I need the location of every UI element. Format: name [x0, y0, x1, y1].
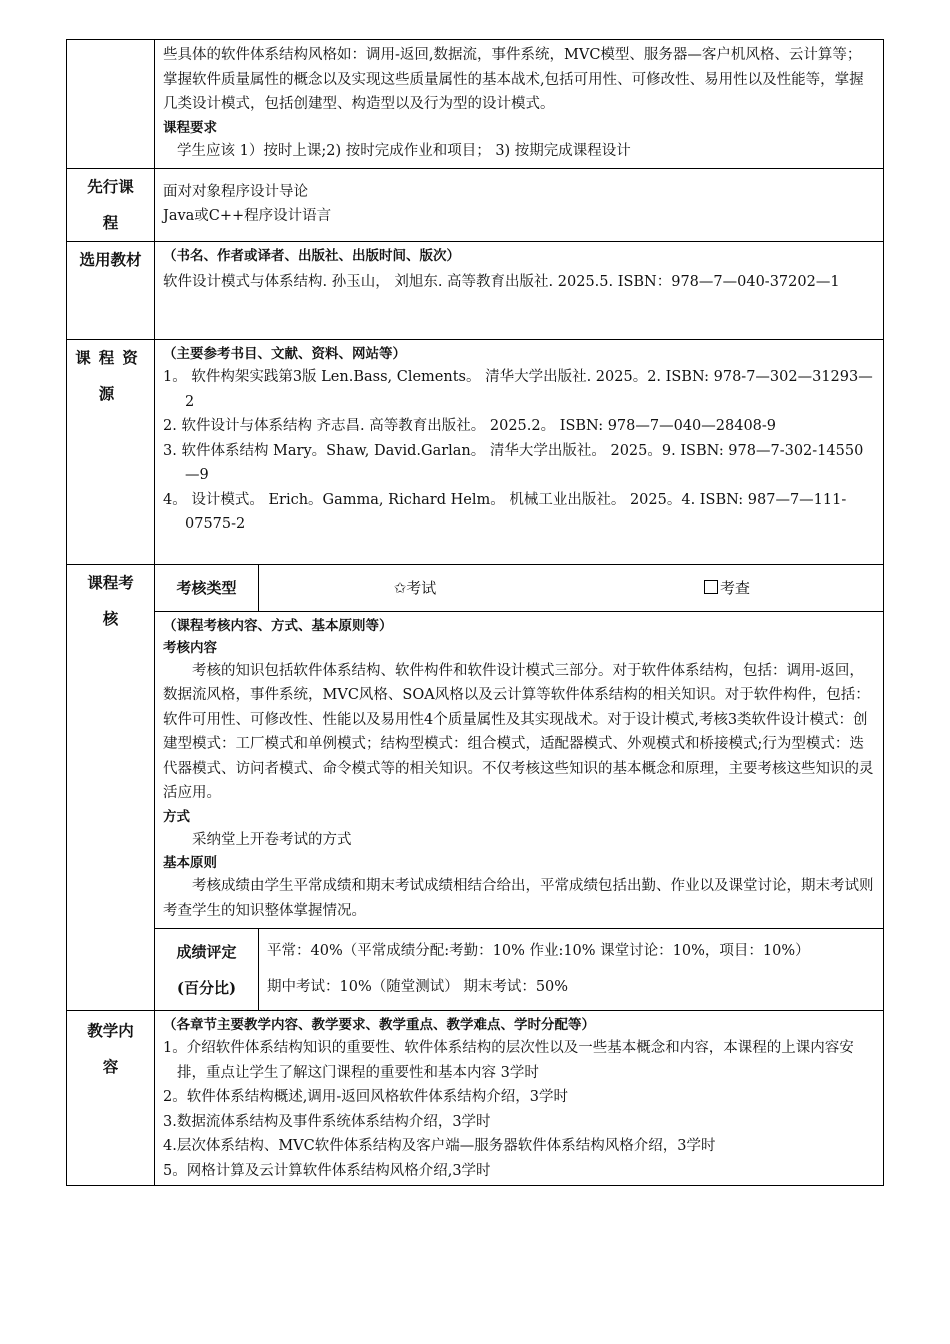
prerequisites-label: 先行课程 [67, 169, 155, 242]
resources-row [67, 340, 884, 565]
option-exam[interactable]: ✩考试 [393, 579, 437, 598]
teaching-item: 5。网格计算及云计算软件体系结构风格介绍,3学时 [163, 1162, 491, 1179]
textbook-row [67, 242, 884, 340]
principle-heading: 基本原则 [163, 855, 217, 871]
assessment-note: （课程考核内容、方式、基本原则等） [163, 617, 393, 634]
continuation-row [67, 40, 884, 169]
content-text: 考核的知识包括软件体系结构、软件构件和软件设计模式三部分。对于软件体系结构，包括：调用-返回，数据流风格，事件系统，MVC风格、SOA风格以及云计算等软件体系结构的相关知识。对于软件构件，包括：软件可用性、可修改性、性能以及易用性4个质量属性及其实现战术。对于设计模式,考核3类软件设计模式：创建型模式：工厂模式和单例模式；结构型模式：组合模式，适配器模式、外观模式和桥接模式;行为型模式：迭代器模式、访问者模式、命令模式等的相关知识。不仅考核这些知识的基本概念和原理，主要考核这些知识的灵活应用。 [163, 662, 874, 801]
assessment-label: 课程考核 [67, 565, 155, 1011]
teaching-label: 教学内容 [67, 1011, 155, 1186]
grade-line-usual: 平常：40%（平常成绩分配:考勤：10% 作业:10% 课堂讨论：10%，项目：10%） [267, 943, 810, 959]
resource-item: 4。 设计模式。 Erich。Gamma, Richard Helm。 机械工业出版社。 2025。4. ISBN: 987—7—111-07575-2 [163, 491, 847, 532]
content-heading: 考核内容 [163, 639, 217, 656]
teaching-item: 1。介绍软件体系结构知识的重要性、软件体系结构的层次性以及一些基本概念和内容，本课程的上课内容安排，重点让学生了解这门课程的重要性和基本内容 3学时 [163, 1040, 854, 1081]
teaching-row [67, 1011, 884, 1186]
assessment-type-label: 考核类型 [155, 565, 259, 611]
prerequisites-row [67, 169, 884, 242]
resources-label: 课程资源 [67, 340, 155, 565]
textbook-label: 选用教材 [67, 242, 155, 340]
syllabus-sheet [66, 39, 884, 1186]
intro-text: 些具体的软件体系结构风格如：调用-返回,数据流，事件系统，MVC模型、服务器—客户机风格、云计算等；掌握软件质量属性的概念以及实现这些质量属性的基本战术,包括可用性、可修改性、易用性以及性能等，掌握几类设计模式，包括创建型、构造型以及行为型的设计模式。 [163, 47, 864, 112]
requirements-heading: 课程要求 [163, 119, 217, 136]
checkbox-icon [704, 580, 718, 594]
assessment-content-cell [155, 611, 883, 929]
assessment-type-options [259, 565, 884, 611]
grade-label: 成绩评定(百分比) [155, 929, 259, 1011]
resources-cell [155, 340, 884, 565]
continuation-label-cell [67, 40, 155, 169]
teaching-cell [155, 1011, 884, 1186]
resource-item: 1。 软件构架实践第3版 Len.Bass, Clements。 清华大学出版社. 2025。2. ISBN: 978-7—302—31293—2 [163, 369, 873, 410]
grade-cell [259, 929, 884, 1011]
teaching-note: （各章节主要教学内容、教学要求、教学重点、教学难点、学时分配等） [163, 1017, 595, 1033]
prerequisite-item: 面对对象程序设计导论 [163, 183, 308, 200]
textbook-cell [155, 242, 884, 340]
assessment-type-row [155, 565, 883, 611]
prerequisites-cell [155, 169, 884, 242]
prerequisite-item: Java或C++程序设计语言 [163, 208, 332, 224]
syllabus-table [66, 39, 884, 1186]
assessment-row [67, 565, 884, 1011]
resource-item: 2. 软件设计与体系结构 齐志昌. 高等教育出版社。 2025.2。 ISBN: 978—7—040—28408-9 [163, 418, 777, 434]
teaching-item: 2。软件体系结构概述,调用-返回风格软件体系结构介绍，3学时 [163, 1089, 568, 1105]
requirements-text: 学生应该 1）按时上课;2) 按时完成作业和项目； 3) 按期完成课程设计 [177, 142, 631, 159]
continuation-cell [155, 40, 884, 169]
textbook-text: 软件设计模式与体系结构. 孙玉山， 刘旭东. 高等教育出版社. 2025.5. ISBN：978—7—040-37202—1 [163, 274, 840, 290]
method-text: 采纳堂上开卷考试的方式 [192, 831, 352, 848]
teaching-item: 4.层次体系结构、MVC软件体系结构及客户端—服务器软件体系结构风格介绍，3学时 [163, 1138, 716, 1154]
resources-note: （主要参考书目、文献、资料、网站等） [163, 346, 406, 362]
grade-row [155, 929, 883, 1011]
resource-item: 3. 软件体系结构 Mary。Shaw, David.Garlan。 清华大学出版社。 2025。9. ISBN: 978—7-302-14550—9 [163, 442, 864, 483]
grade-line-exam: 期中考试：10%（随堂测试） 期末考试：50% [267, 979, 569, 995]
assessment-cell [155, 565, 884, 1011]
option-check[interactable]: 考查 [571, 577, 883, 598]
teaching-item: 3.数据流体系结构及事件系统体系结构介绍，3学时 [163, 1113, 491, 1130]
textbook-note: （书名、作者或译者、出版社、出版时间、版次） [163, 248, 460, 264]
principle-text: 考核成绩由学生平常成绩和期末考试成绩相结合给出，平常成绩包括出勤、作业以及课堂讨论，期末考试则考查学生的知识整体掌握情况。 [163, 878, 874, 919]
assessment-content-row [155, 611, 883, 929]
assessment-inner-table [155, 565, 883, 1010]
method-heading: 方式 [163, 808, 190, 825]
